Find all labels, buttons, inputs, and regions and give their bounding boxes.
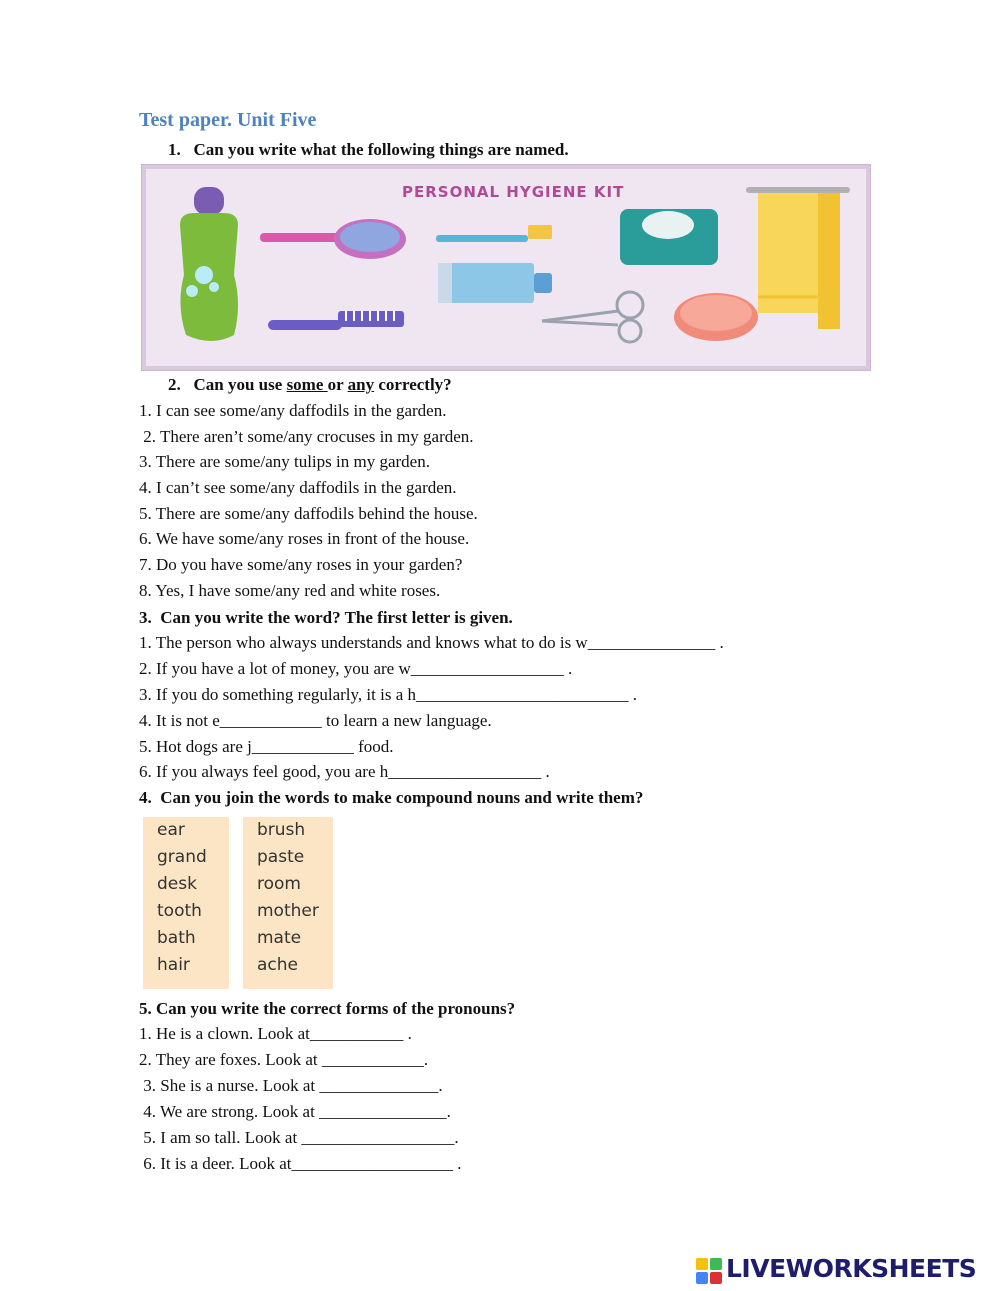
q5-item[interactable]: 1. He is a clown. Look at___________ . [139,1024,412,1043]
right-word: mother [257,901,319,921]
q3-item[interactable]: 4. It is not e____________ to learn a new language. [139,711,492,730]
q2-item: 8. Yes, I have some/any red and white roses. [139,581,441,600]
towel-icon [746,187,850,329]
q5-heading: 5. Can you write the correct forms of the pronouns? [139,999,516,1018]
left-word: bath [157,928,196,948]
q3-item[interactable]: 3. If you do something regularly, it is a h_________________________ . [139,685,637,704]
q2-text-a: Can you use [193,375,287,394]
left-word-column [143,817,229,989]
q2-text-b: or [327,375,348,394]
scissors-icon [542,292,643,342]
left-word: grand [157,847,207,867]
right-word: room [257,874,301,894]
comb-icon [268,311,404,330]
q2-item: 1. I can see some/any daffodils in the garden. [139,401,447,420]
right-word: ache [257,955,298,975]
q3-item[interactable]: 2. If you have a lot of money, you are w__________________ . [139,659,573,678]
q2-word-any: any [347,375,375,394]
q3-item[interactable]: 1. The person who always understands and knows what to do is w_______________ . [139,633,724,652]
q5-item[interactable]: 3. She is a nurse. Look at ______________. [139,1076,443,1095]
right-word: mate [257,928,302,948]
q2-text-c: correctly? [374,375,452,394]
q5-item[interactable]: 6. It is a deer. Look at___________________ . [139,1154,462,1173]
q2-item: 2. There aren’t some/any crocuses in my garden. [139,427,474,446]
q2-item: 4. I can’t see some/any daffodils in the garden. [139,478,457,497]
q2-item: 3. There are some/any tulips in my garden. [139,452,430,471]
hygiene-kit-image [141,164,871,371]
q5-item[interactable]: 5. I am so tall. Look at __________________. [139,1128,459,1147]
q5-item[interactable]: 2. They are foxes. Look at ____________. [139,1050,429,1069]
q2-number: 2. [168,375,194,394]
left-word: ear [157,820,185,840]
q3-heading: 3. Can you write the word? The first letter is given. [139,608,513,627]
liveworksheets-logo-icon [696,1254,724,1288]
left-word: desk [157,874,197,894]
soap-icon [674,293,758,341]
right-word: paste [257,847,305,867]
q5-item[interactable]: 4. We are strong. Look at _______________. [139,1102,451,1121]
page-title: Test paper. Unit Five [139,109,317,131]
hairbrush-icon [260,219,406,259]
q4-heading: 4. Can you join the words to make compound nouns and write them? [139,788,644,807]
q2-item: 5. There are some/any daffodils behind the house. [139,504,478,523]
hygiene-items-illustration [142,165,870,370]
q3-item[interactable]: 6. If you always feel good, you are h__________________ . [139,762,550,781]
kit-caption: PERSONAL HYGIENE KIT [402,183,625,201]
toothbrush-icon [436,225,552,242]
q2-item: 6. We have some/any roses in front of the house. [139,529,470,548]
liveworksheets-logo-text: LIVEWORKSHEETS [726,1254,977,1283]
compound-word-box [143,817,333,989]
q2-word-some: some [286,375,328,394]
wet-wipes-icon [620,209,718,265]
q1-heading: 1. Can you write what the following things are named. [168,140,569,159]
q2-item: 7. Do you have some/any roses in your garden? [139,555,463,574]
left-word: tooth [157,901,202,921]
left-word: hair [157,955,190,975]
toothpaste-icon [438,263,552,303]
q2-heading [168,375,452,395]
right-word-column [243,817,333,989]
q3-item[interactable]: 5. Hot dogs are j____________ food. [139,737,394,756]
right-word: brush [257,820,306,840]
shampoo-bottle-icon [180,187,238,341]
